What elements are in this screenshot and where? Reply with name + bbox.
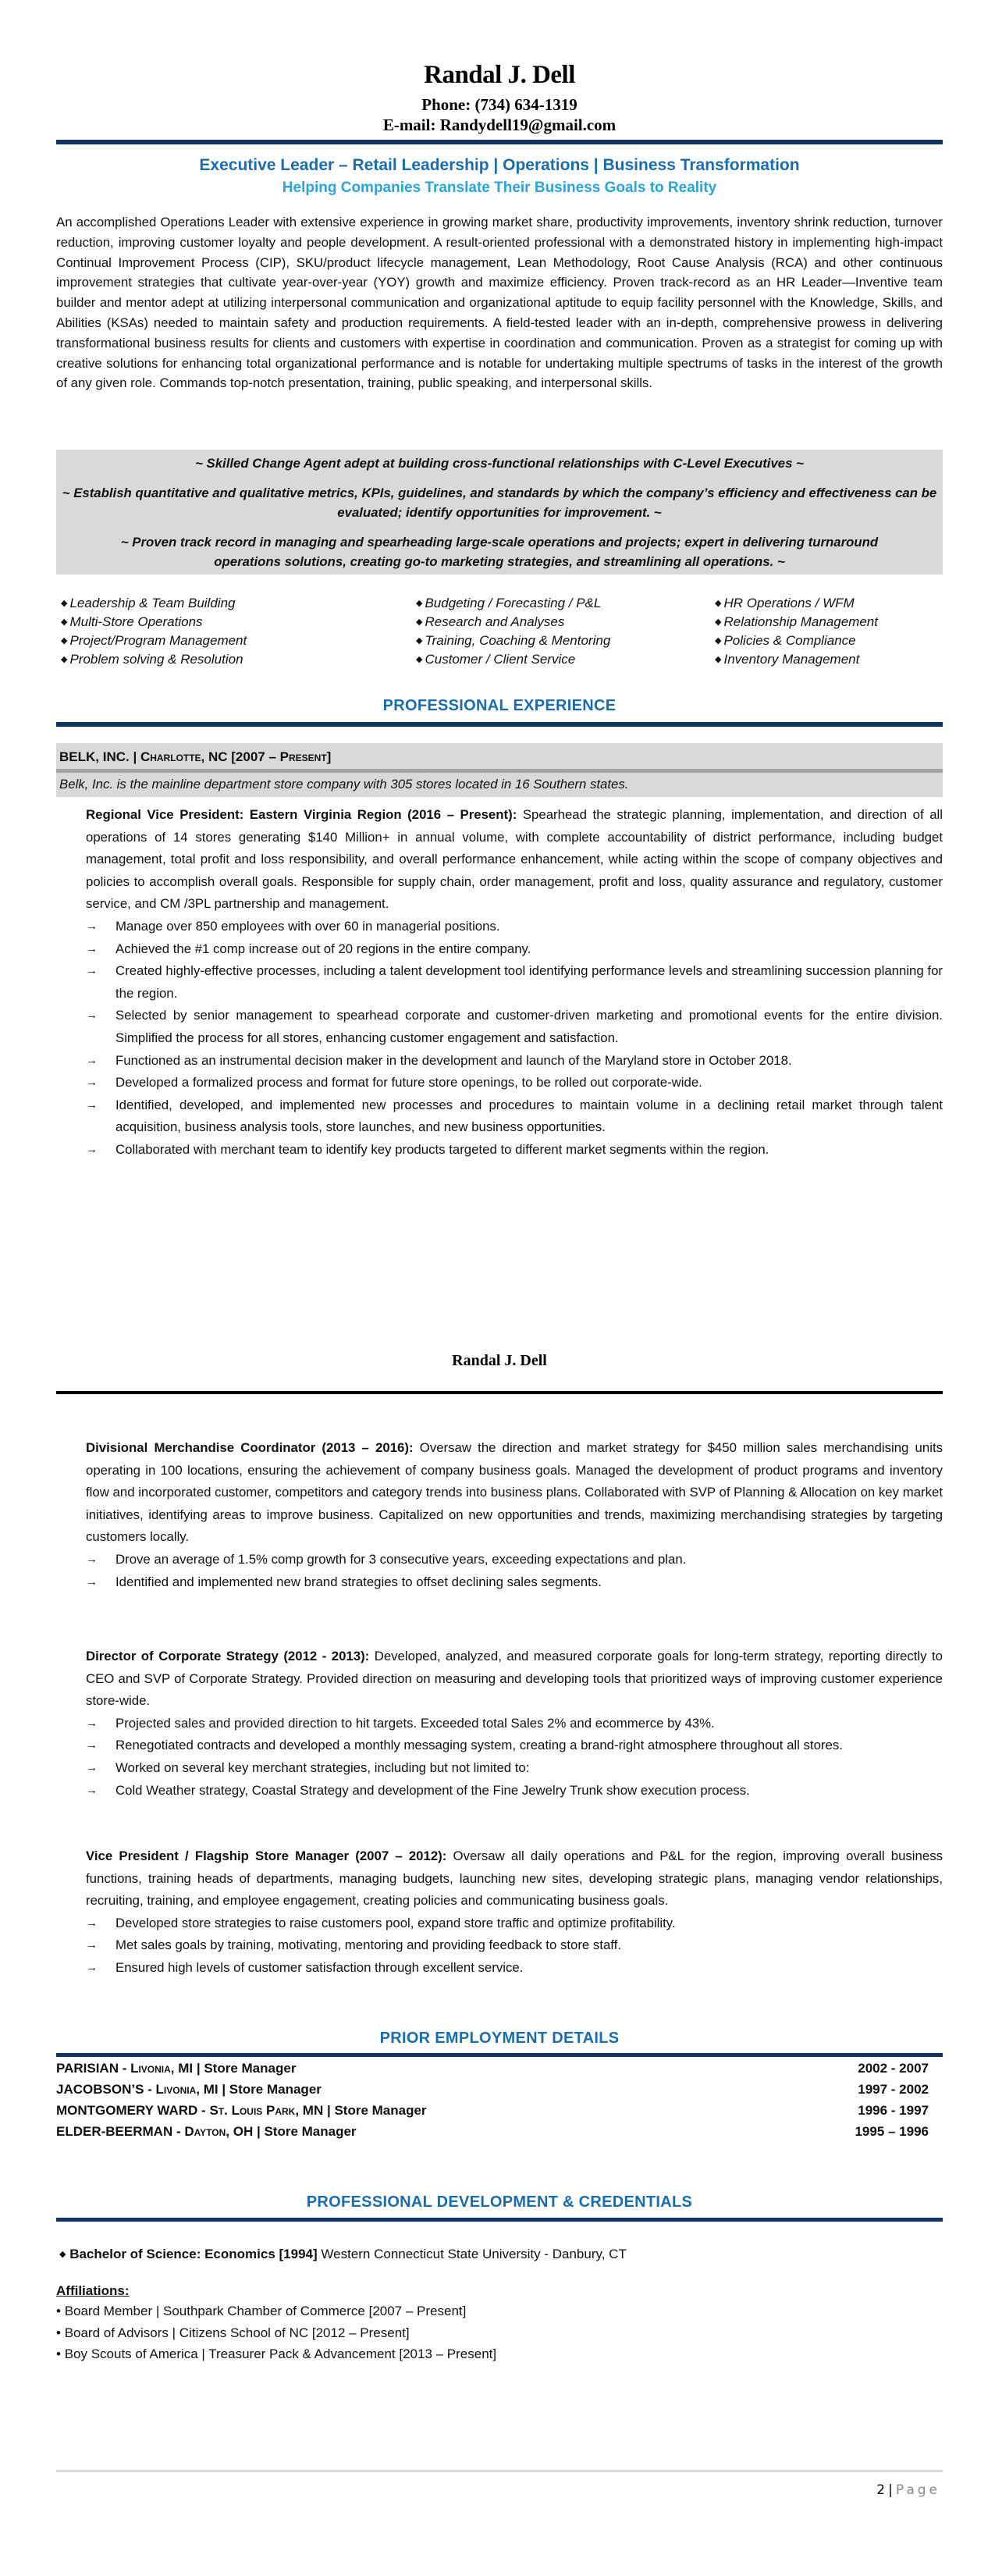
diamond-bullet-icon: ◆ bbox=[715, 599, 722, 608]
role-bullets bbox=[86, 1912, 943, 1980]
diamond-bullet-icon: ◆ bbox=[61, 599, 68, 608]
company-title: BELK, INC. | Charlotte, NC [2007 – Present] bbox=[59, 749, 332, 764]
years: 1996 - 1997 bbox=[858, 2103, 929, 2118]
list-item: → Projected sales and provided direction to hit targets. Exceeded total Sales 2% and ecommerce by 43%. bbox=[86, 1713, 943, 1735]
list-item: → Met sales goals by training, motivating, mentoring and providing feedback to store staff. bbox=[86, 1934, 943, 1957]
skill-item: ◆ Leadership & Team Building bbox=[61, 596, 236, 610]
diamond-bullet-icon: ◆ bbox=[715, 617, 722, 627]
years: 1997 - 2002 bbox=[858, 2082, 929, 2097]
arrow-right-icon: → bbox=[86, 1574, 98, 1589]
skill-item: ◆ Budgeting / Forecasting / P&L bbox=[416, 596, 602, 610]
arrow-right-icon: → bbox=[86, 1716, 98, 1730]
role-summary: Oversaw the direction and market strategy for $450 million sales merchandising units operating in 100 locations, ensuring the achievement of company business goals. Managed the development of product programs and inventory flow and incorporated customer, competitors and category trends into business plans. Collaborated with SVP of Planning & Allocation on key market initiatives, identifying areas to improve business. Capitalized on new opportunities and trends, maximizing merchandising strategies by targeting customers locally. bbox=[86, 1440, 943, 1545]
role-vp-flagship-store bbox=[86, 1845, 943, 1980]
page-number-footer: 2 | Page bbox=[876, 2482, 940, 2498]
years: 2002 - 2007 bbox=[858, 2061, 929, 2076]
years: 1995 – 1996 bbox=[855, 2124, 929, 2139]
bullet-icon: • bbox=[56, 2325, 65, 2340]
diamond-bullet-icon: ◆ bbox=[61, 655, 68, 664]
page2-header-name: Randal J. Dell bbox=[452, 1352, 547, 1369]
headline-title: Executive Leader – Retail Leadership | Operations | Business Transformation bbox=[199, 156, 800, 174]
page-2 bbox=[56, 1311, 943, 2576]
section-title-experience: PROFESSIONAL EXPERIENCE bbox=[382, 697, 617, 714]
skill-item: ◆ Relationship Management bbox=[715, 614, 878, 629]
role-summary: Developed, analyzed, and measured corporate goals for long-term strategy, reporting directly to CEO and SVP of Corporate Strategy. Provided direction on measuring and developing tools that prioritized ways of improving customer experience store-wide. bbox=[86, 1649, 943, 1709]
list-item: → Renegotiated contracts and developed a monthly messaging system, creating a brand-right atmosphere throughout all stores. bbox=[86, 1735, 943, 1757]
arrow-right-icon: → bbox=[86, 1552, 98, 1566]
list-item: → Developed a formalized process and format for future store openings, to be rolled out corporate-wide. bbox=[86, 1072, 943, 1094]
diamond-bullet-icon: ◆ bbox=[61, 617, 68, 627]
role-title: Divisional Merchandise Coordinator (2013 – 2016): bbox=[86, 1440, 414, 1455]
skills-grid bbox=[61, 594, 943, 669]
table-row: JACOBSON’S - Livonia, MI | Store Manager 1997 - 2002 bbox=[56, 2079, 943, 2100]
summary-paragraph: An accomplished Operations Leader with extensive experience in growing market share, productivity improvements, inventory shrink reduction, turnover reduction, improving customer loyalty and people development. A result-oriented professional with a demonstrated history in implementing high-impact Continual Improvement Process (CIP), SKU/product lifecycle management, Lean Methodology, Root Cause Analysis (RCA) and other continuous improvement strategies that cultivate year-over-year (YOY) growth and maximize efficiency. Proven track-record as an HR Leader—Inventive team builder and mentor adept at utilizing interpersonal communication and organizational aptitude to equip facility personnel with the Knowledge, Skills, and Abilities (KSAs) needed to maintain safety and production requirements. A field-tested leader with an in-depth, comprehensive prowess in delivering transformational business results for clients and customers with expertise in coordination and communication. Proven as a strategist for coming up with creative solutions for enhancing total organizational performance and is notable for undertaking multiple spectrums of tasks in the interest of the growth of any given role. Commands top-notch presentation, training, public speaking, and interpersonal skills. bbox=[56, 215, 943, 391]
list-item: → Drove an average of 1.5% comp growth for 3 consecutive years, exceeding expectations and plan. bbox=[86, 1549, 943, 1571]
table-row: ELDER-BEERMAN - Dayton, OH | Store Manager 1995 – 1996 bbox=[56, 2121, 943, 2142]
list-item: → Developed store strategies to raise customers pool, expand store traffic and optimize profitability. bbox=[86, 1912, 943, 1935]
role-bullets bbox=[86, 1549, 943, 1593]
role-bullets bbox=[86, 1713, 943, 1802]
affiliations-title: Affiliations: bbox=[56, 2283, 130, 2298]
table-row: MONTGOMERY WARD - St. Louis Park, MN | Store Manager 1996 - 1997 bbox=[56, 2100, 943, 2121]
arrow-right-icon: → bbox=[86, 1783, 98, 1797]
highlight-1: ~ Skilled Change Agent adept at building cross-functional relationships with C-Level Executives ~ bbox=[195, 456, 804, 471]
header-divider bbox=[56, 140, 943, 144]
list-item: → Worked on several key merchant strategies, including but not limited to: bbox=[86, 1757, 943, 1780]
role-summary: Spearhead the strategic planning, implementation, and direction of all operations of 14 stores generating $140 Million+ in annual volume, with complete accountability of district performance, including budget management, total profit and loss responsibility, and overall performance enhancement, while acting within the scope of company objectives and policies to accomplish overall goals. Responsible for supply chain, order management, profit and loss, quality assurance and regulatory, customer service, and CM /3PL partnership and management. bbox=[86, 807, 943, 912]
diamond-bullet-icon: ◆ bbox=[715, 636, 722, 646]
diamond-bullet-icon: ◆ bbox=[416, 617, 423, 627]
arrow-right-icon: → bbox=[86, 1142, 98, 1156]
phone: Phone: (734) 634-1319 bbox=[421, 95, 577, 114]
education-entry bbox=[59, 2247, 627, 2262]
list-item: → Achieved the #1 comp increase out of 20 regions in the entire company. bbox=[86, 938, 943, 961]
diamond-bullet-icon: ◆ bbox=[416, 599, 423, 608]
skill-item: ◆ Problem solving & Resolution bbox=[61, 652, 243, 667]
diamond-bullet-icon: ◆ bbox=[715, 655, 722, 664]
list-item: → Identified, developed, and implemented new processes and procedures to maintain volume in a declining retail market through talent acquisition, business analysis tools, store launches, and new business opportunities. bbox=[86, 1094, 943, 1139]
role-title: Vice President / Flagship Store Manager (2007 – 2012): bbox=[86, 1848, 447, 1863]
page2-header-divider bbox=[56, 1391, 943, 1394]
table-row: PARISIAN - Livonia, MI | Store Manager 2002 - 2007 bbox=[56, 2058, 943, 2079]
affiliations-list bbox=[56, 2300, 496, 2365]
headline-subtitle: Helping Companies Translate Their Business Goals to Reality bbox=[282, 180, 717, 196]
diamond-bullet-icon: ◆ bbox=[416, 636, 423, 646]
experience-divider bbox=[56, 722, 943, 727]
role-regional-vp bbox=[86, 804, 943, 1162]
section-title-prior-employment: PRIOR EMPLOYMENT DETAILS bbox=[379, 2030, 620, 2047]
arrow-right-icon: → bbox=[86, 1009, 98, 1023]
arrow-right-icon: → bbox=[86, 1916, 98, 1930]
role-divisional-merchandise bbox=[86, 1437, 943, 1593]
skill-item: ◆ Policies & Compliance bbox=[715, 633, 856, 648]
skill-item: ◆ Research and Analyses bbox=[416, 614, 565, 629]
arrow-right-icon: → bbox=[86, 1738, 98, 1752]
highlight-3: ~ Proven track record in managing and spearheading large-scale operations and projects; expert in delivering turnaround operations solutions, creating go-to marketing strategies, and streamlining all operations. ~ bbox=[120, 534, 879, 569]
list-item: → Created highly-effective processes, including a talent development tool identifying performance levels and streamlining succession planning for the region. bbox=[86, 960, 943, 1005]
role-bullets bbox=[86, 916, 943, 1162]
arrow-right-icon: → bbox=[86, 941, 98, 955]
list-item: → Functioned as an instrumental decision maker in the development and launch of the Maryland store in October 2018. bbox=[86, 1050, 943, 1073]
diamond-bullet-icon: ◆ bbox=[61, 636, 68, 646]
skill-item: ◆ Project/Program Management bbox=[61, 633, 247, 648]
company-header-belk bbox=[56, 743, 943, 797]
diamond-bullet-icon: ◆ bbox=[59, 2250, 66, 2259]
page-number: 2 bbox=[876, 2482, 886, 2498]
list-item: • Board of Advisors | Citizens School of NC [2012 – Present] bbox=[56, 2325, 410, 2340]
page-1 bbox=[56, 0, 943, 1265]
bullet-icon: • bbox=[56, 2304, 65, 2318]
arrow-right-icon: → bbox=[86, 1960, 98, 1974]
list-item: → Manage over 850 employees with over 60 in managerial positions. bbox=[86, 916, 943, 938]
skill-item: ◆ Customer / Client Service bbox=[416, 652, 576, 667]
role-summary: Oversaw all daily operations and P&L for the region, improving overall business functions, training heads of departments, managing budgets, launching new sites, developing strategic plans, managing vendor relationships, recruiting, training, and employee engagement, creating policies and communicating business goals. bbox=[86, 1848, 943, 1909]
skill-item: ◆ Inventory Management bbox=[715, 652, 860, 667]
section-title-credentials: PROFESSIONAL DEVELOPMENT & CREDENTIALS bbox=[306, 2194, 693, 2211]
bullet-icon: • bbox=[56, 2347, 65, 2361]
list-item: • Boy Scouts of America | Treasurer Pack & Advancement [2013 – Present] bbox=[56, 2347, 497, 2361]
arrow-right-icon: → bbox=[86, 1053, 98, 1067]
degree: Bachelor of Science: Economics [1994] bbox=[69, 2247, 318, 2261]
skill-item: ◆ HR Operations / WFM bbox=[715, 596, 855, 610]
role-director-corporate-strategy bbox=[86, 1646, 943, 1802]
arrow-right-icon: → bbox=[86, 919, 98, 933]
arrow-right-icon: → bbox=[86, 1098, 98, 1112]
list-item: → Selected by senior management to spearhead corporate and customer-driven marketing and promotional events for the entire division. Simplified the process for all stores, enhancing customer engagement and satisfaction. bbox=[86, 1005, 943, 1049]
diamond-bullet-icon: ◆ bbox=[416, 655, 423, 664]
arrow-right-icon: → bbox=[86, 964, 98, 978]
list-item: → Cold Weather strategy, Coastal Strategy and development of the Fine Jewelry Trunk show execution process. bbox=[86, 1780, 943, 1802]
arrow-right-icon: → bbox=[86, 1938, 98, 1952]
credentials-divider bbox=[56, 2218, 943, 2222]
list-item: → Collaborated with merchant team to identify key products targeted to different market segments within the region. bbox=[86, 1139, 943, 1162]
candidate-name: Randal J. Dell bbox=[424, 61, 575, 89]
list-item: → Ensured high levels of customer satisfaction through excellent service. bbox=[86, 1957, 943, 1980]
prior-divider bbox=[56, 2053, 943, 2057]
school: Western Connecticut State University - Danbury, CT bbox=[317, 2247, 627, 2261]
prior-employment-list bbox=[56, 2058, 943, 2142]
role-title: Regional Vice President: Eastern Virginia Region (2016 – Present): bbox=[86, 807, 517, 822]
role-title: Director of Corporate Strategy (2012 - 2013): bbox=[86, 1649, 370, 1663]
highlights-box bbox=[56, 450, 943, 575]
skill-item: ◆ Training, Coaching & Mentoring bbox=[416, 633, 611, 648]
arrow-right-icon: → bbox=[86, 1760, 98, 1774]
skill-item: ◆ Multi-Store Operations bbox=[61, 614, 203, 629]
highlight-2: ~ Establish quantitative and qualitative metrics, KPIs, guidelines, and standards by which the company’s efficiency and effectiveness can be evaluated; identify opportunities for improvement. ~ bbox=[62, 485, 937, 520]
email: E-mail: Randydell19@gmail.com bbox=[382, 116, 617, 134]
list-item: • Board Member | Southpark Chamber of Commerce [2007 – Present] bbox=[56, 2304, 467, 2318]
company-description: Belk, Inc. is the mainline department store company with 305 stores located in 16 Southern states. bbox=[59, 777, 629, 792]
footer-divider bbox=[56, 2470, 943, 2472]
list-item: → Identified and implemented new brand strategies to offset declining sales segments. bbox=[86, 1571, 943, 1594]
arrow-right-icon: → bbox=[86, 1076, 98, 1090]
